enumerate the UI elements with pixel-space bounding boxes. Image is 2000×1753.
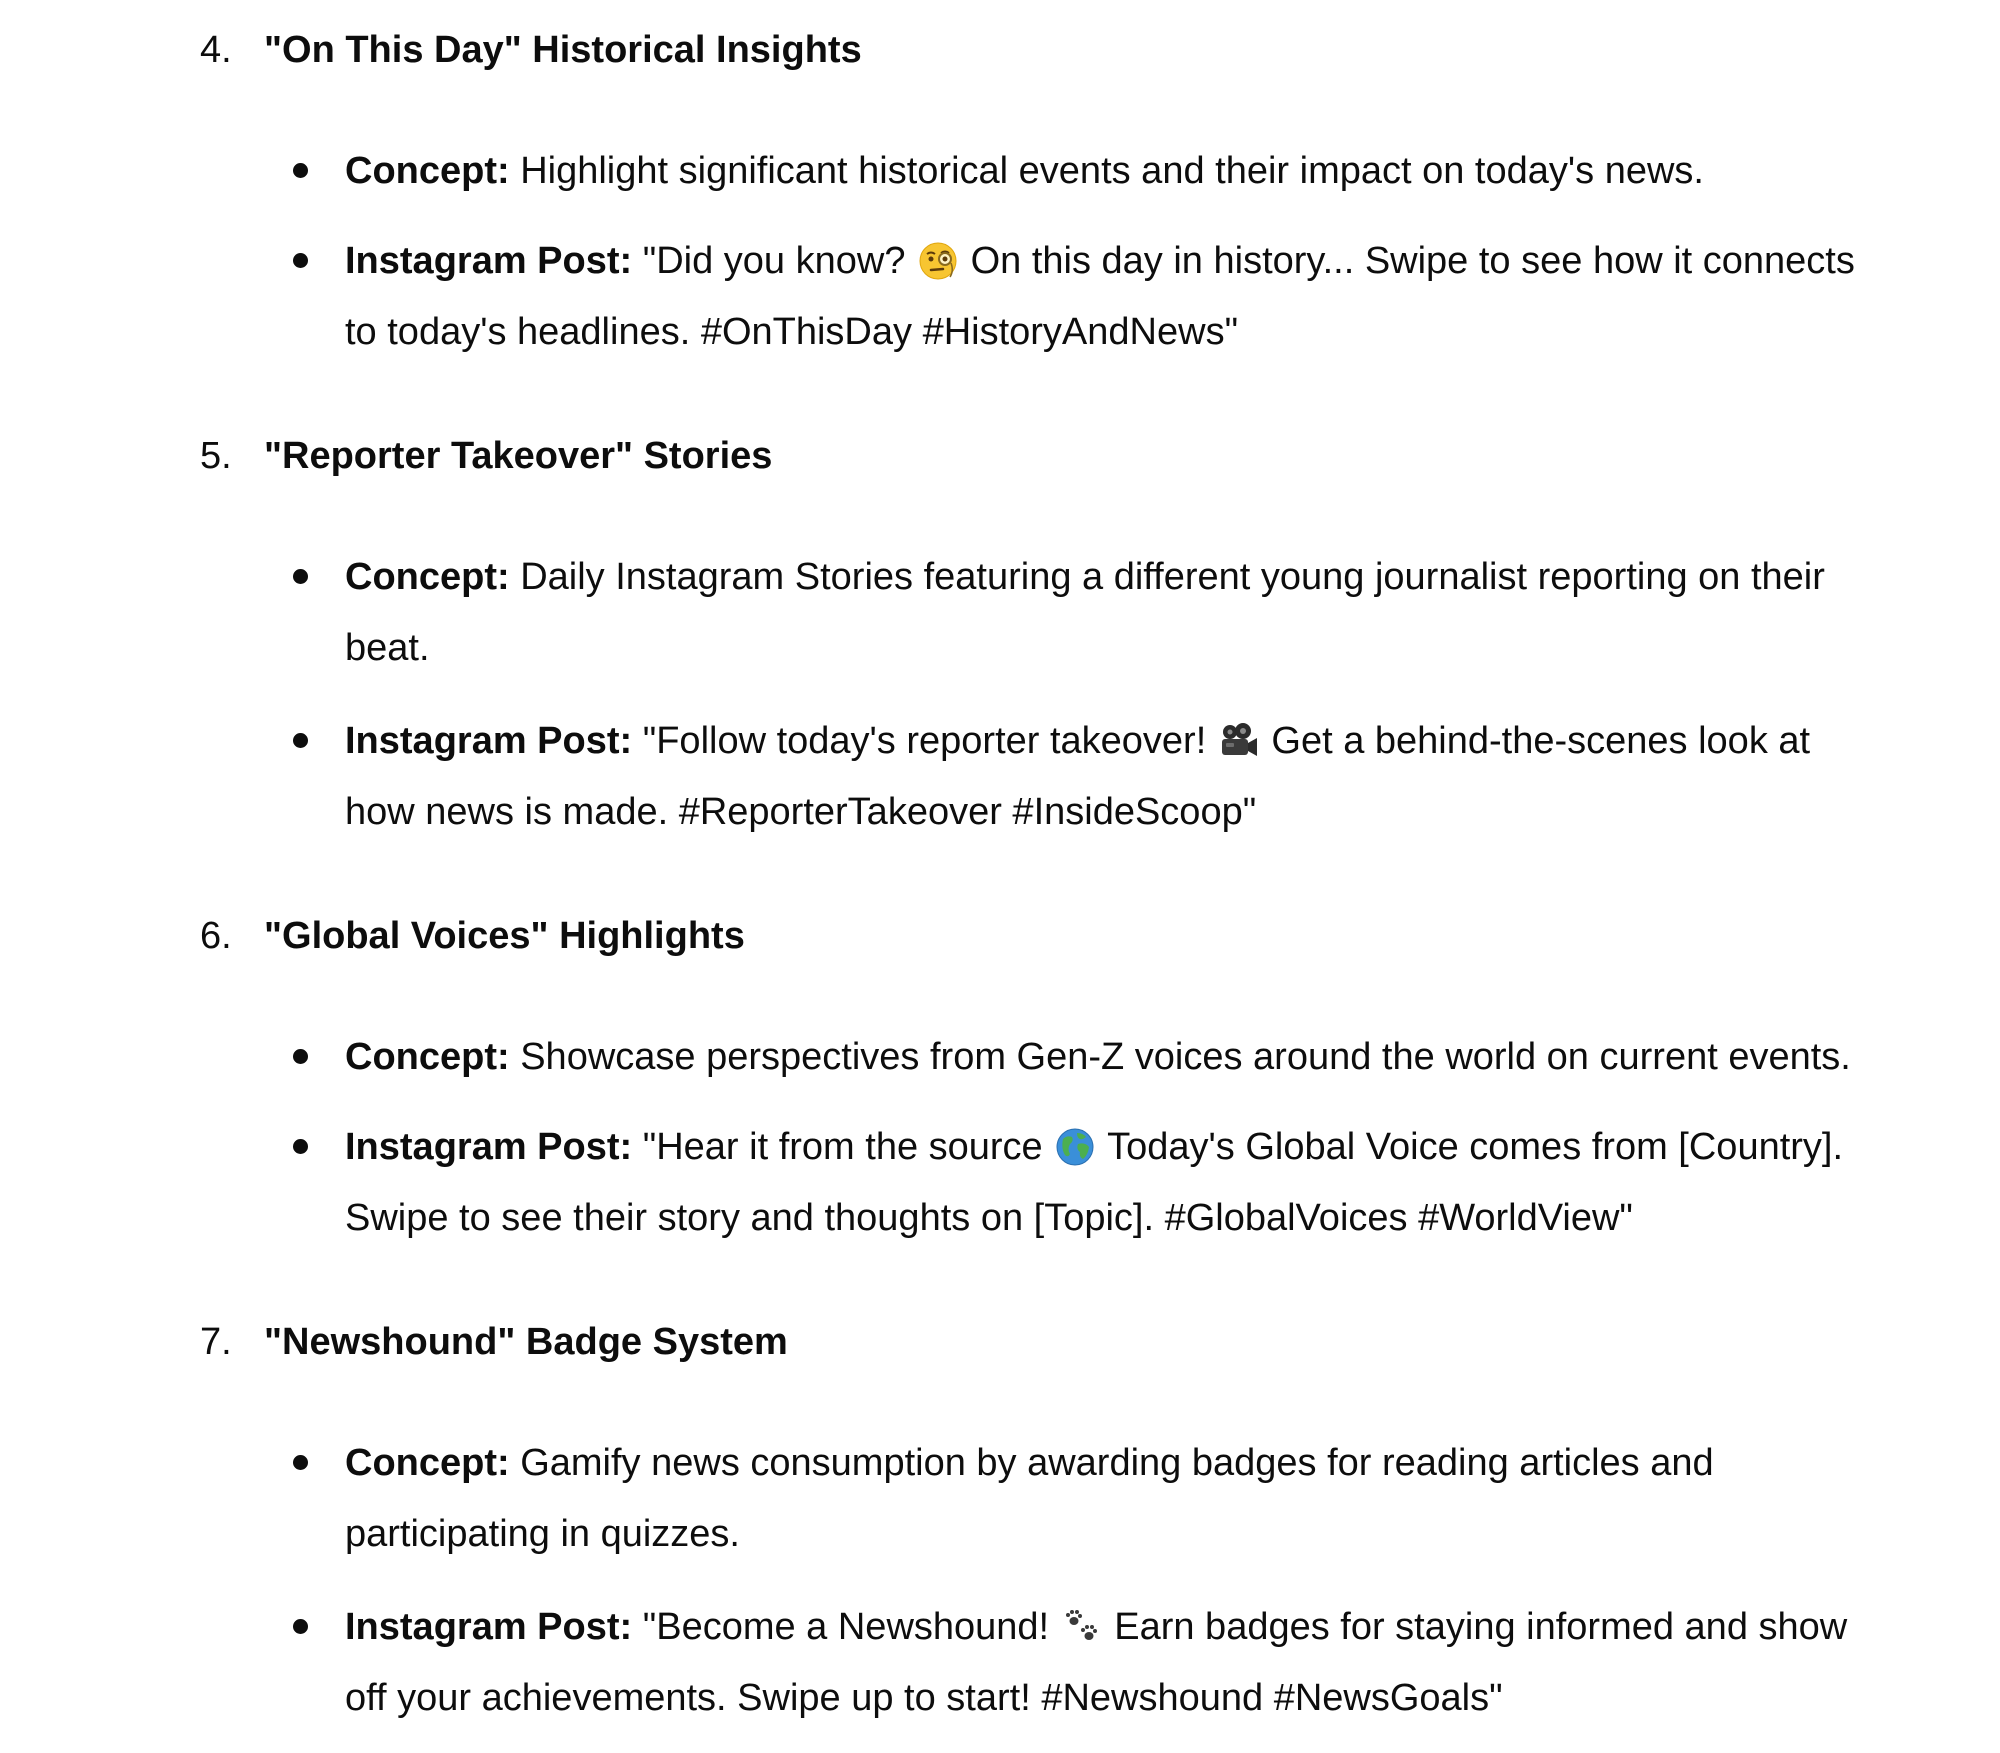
item-text: [345, 1592, 1985, 1734]
section-heading: [0, 20, 1900, 80]
item-label: Instagram Post:: [345, 240, 633, 282]
item-text: [345, 706, 1985, 848]
section-number: 6.: [200, 915, 232, 957]
section-heading: [0, 906, 1900, 966]
item-label: Concept:: [345, 556, 510, 598]
item-body-line2: how news is made. #ReporterTakeover #InsideScoop": [345, 791, 1257, 833]
item-body-line1: Highlight significant historical events and their impact on today's news.: [509, 150, 1704, 192]
item-body-line2: Swipe to see their story and thoughts on [Topic]. #GlobalVoices #WorldView": [345, 1197, 1633, 1239]
bullet-icon: [293, 1049, 308, 1064]
item-body-line2: beat.: [345, 627, 430, 669]
item-text: [345, 1112, 1985, 1254]
bullet-icon: [293, 1139, 308, 1154]
item-body-line2: off your achievements. Swipe up to start! #Newshound #NewsGoals": [345, 1677, 1503, 1719]
section-title: "Newshound" Badge System: [264, 1321, 788, 1363]
section-number: 4.: [200, 29, 232, 71]
item-label: Instagram Post:: [345, 720, 633, 762]
paw-prints-emoji-icon: [1062, 1607, 1102, 1647]
item-body-line2: participating in quizzes.: [345, 1513, 740, 1555]
item-label: Instagram Post:: [345, 1606, 633, 1648]
bullet-icon: [293, 1455, 308, 1470]
item-body-before-emoji: "Did you know?: [632, 240, 917, 282]
bullet-icon: [293, 253, 308, 268]
item-body-line1: Daily Instagram Stories featuring a different young journalist reporting on their: [509, 556, 1825, 598]
item-body-after-emoji: Get a behind-the-scenes look at: [1260, 720, 1811, 762]
section-title: "Reporter Takeover" Stories: [264, 435, 773, 477]
bullet-icon: [293, 1619, 308, 1634]
item-text: [345, 1428, 1985, 1570]
item-body-after-emoji: On this day in history... Swipe to see how it connects: [960, 240, 1855, 282]
monocle-face-emoji-icon: [918, 241, 958, 281]
movie-camera-emoji-icon: [1219, 721, 1259, 761]
item-body-after-emoji: Earn badges for staying informed and show: [1103, 1606, 1848, 1648]
item-body-before-emoji: "Become a Newshound!: [632, 1606, 1060, 1648]
item-body-before-emoji: "Hear it from the source: [632, 1126, 1054, 1168]
section-heading: [0, 1312, 1900, 1372]
item-body-line1: Gamify news consumption by awarding badges for reading articles and: [509, 1442, 1714, 1484]
item-label: Concept:: [345, 1036, 510, 1078]
section-heading: [0, 426, 1900, 486]
item-body-line1: Showcase perspectives from Gen-Z voices around the world on current events.: [509, 1036, 1851, 1078]
item-body-after-emoji: Today's Global Voice comes from [Country].: [1097, 1126, 1844, 1168]
item-label: Concept:: [345, 1442, 510, 1484]
bullet-icon: [293, 163, 308, 178]
item-text: [345, 542, 1985, 684]
item-body-before-emoji: "Follow today's reporter takeover!: [632, 720, 1217, 762]
item-text: [345, 136, 1985, 207]
section-title: "On This Day" Historical Insights: [264, 29, 862, 71]
section-number: 5.: [200, 435, 232, 477]
bullet-icon: [293, 569, 308, 584]
section-title: "Global Voices" Highlights: [264, 915, 745, 957]
item-text: [345, 1022, 1985, 1093]
bullet-icon: [293, 733, 308, 748]
item-text: [345, 226, 1985, 368]
globe-emoji-icon: [1055, 1127, 1095, 1167]
item-body-line2: to today's headlines. #OnThisDay #HistoryAndNews": [345, 311, 1239, 353]
item-label: Concept:: [345, 150, 510, 192]
item-label: Instagram Post:: [345, 1126, 633, 1168]
section-number: 7.: [200, 1321, 232, 1363]
